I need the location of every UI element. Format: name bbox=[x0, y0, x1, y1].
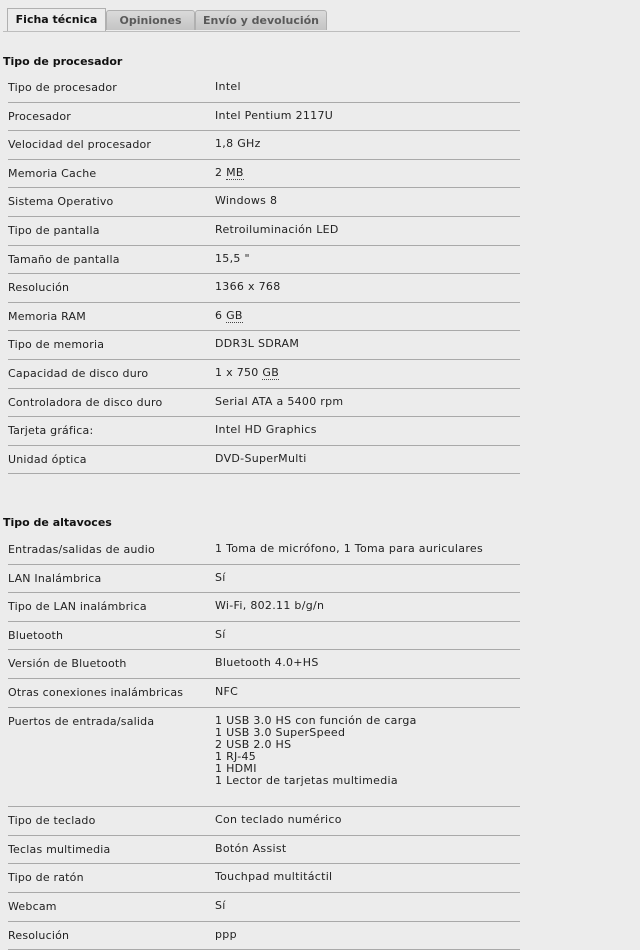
spec-label: Versión de Bluetooth bbox=[8, 657, 127, 671]
spec-value-text: Sí bbox=[215, 570, 226, 584]
spec-label: Tipo de teclado bbox=[8, 814, 96, 828]
spec-row bbox=[8, 217, 520, 246]
spec-row bbox=[8, 565, 520, 594]
spec-label: Tipo de ratón bbox=[8, 871, 84, 885]
spec-label: Controladora de disco duro bbox=[8, 395, 163, 409]
spec-label: Bluetooth bbox=[8, 628, 64, 642]
spec-value-text: Intel bbox=[215, 80, 241, 93]
spec-label: Memoria RAM bbox=[8, 309, 86, 323]
spec-row bbox=[8, 864, 520, 893]
unit-abbreviation: GB bbox=[262, 366, 280, 379]
tab-envio-devolucion[interactable]: Envío y devolución bbox=[195, 10, 327, 30]
spec-value bbox=[215, 138, 520, 150]
section-title: Tipo de procesador bbox=[3, 55, 123, 68]
spec-label: Tipo de LAN inalámbrica bbox=[8, 600, 147, 614]
spec-value-text: Botón Assist bbox=[215, 841, 287, 855]
spec-value-text: Sí bbox=[215, 899, 226, 912]
spec-row bbox=[8, 303, 520, 332]
spec-label: Teclas multimedia bbox=[8, 842, 111, 856]
spec-value-text: Retroiluminación LED bbox=[215, 223, 339, 236]
spec-label: Otras conexiones inalámbricas bbox=[8, 686, 184, 699]
spec-label: Tarjeta gráfica: bbox=[8, 424, 94, 438]
spec-value bbox=[215, 253, 520, 265]
spec-value bbox=[215, 338, 520, 350]
spec-label: Unidad óptica bbox=[8, 452, 87, 466]
spec-row bbox=[8, 893, 520, 922]
spec-row bbox=[8, 246, 520, 275]
spec-label: Memoria Cache bbox=[8, 166, 97, 180]
spec-label: Velocidad del procesador bbox=[8, 138, 152, 152]
spec-value bbox=[215, 424, 520, 436]
spec-row bbox=[8, 807, 520, 836]
spec-value-text: 6 bbox=[215, 308, 223, 322]
spec-value-text: ppp bbox=[215, 927, 237, 941]
spec-value bbox=[215, 81, 520, 93]
spec-row bbox=[8, 103, 520, 132]
spec-value bbox=[215, 572, 520, 584]
spec-value-text: 1366 x 768 bbox=[215, 280, 281, 294]
spec-value bbox=[215, 657, 520, 669]
spec-label: Entradas/salidas de audio bbox=[8, 543, 155, 556]
spec-value-text: DDR3L SDRAM bbox=[215, 337, 300, 351]
spec-value-text: Wi-Fi, 802.11 b/g/n bbox=[215, 599, 325, 613]
spec-value-text: 2 bbox=[215, 165, 223, 179]
spec-value bbox=[215, 686, 520, 698]
spec-value bbox=[215, 814, 520, 826]
spec-label: LAN Inalámbrica bbox=[8, 571, 102, 585]
spec-label: Tipo de memoria bbox=[8, 338, 105, 352]
spec-label: Procesador bbox=[8, 109, 71, 123]
spec-value-text: NFC bbox=[215, 685, 239, 698]
spec-row bbox=[8, 331, 520, 360]
unit-abbreviation: GB bbox=[226, 308, 243, 322]
spec-value-text: 1 Toma de micrófono, 1 Toma para auriculares bbox=[215, 542, 483, 555]
spec-label: Capacidad de disco duro bbox=[8, 367, 149, 380]
spec-label: Tipo de pantalla bbox=[8, 224, 100, 237]
spec-value bbox=[215, 396, 520, 408]
spec-label: Sistema Operativo bbox=[8, 195, 114, 209]
spec-label: Tipo de procesador bbox=[8, 81, 118, 94]
spec-row bbox=[8, 131, 520, 160]
spec-value-text: Con teclado numérico bbox=[215, 813, 342, 827]
spec-row bbox=[8, 417, 520, 446]
spec-value-text: 1 USB 3.0 HS con función de carga 1 USB 3.0 SuperSpeed 2 USB 2.0 HS 1 RJ-45 1 HDMI 1 Lector de tarjetas multimedia bbox=[215, 713, 417, 787]
spec-value-text: Intel HD Graphics bbox=[215, 423, 317, 437]
tab-bar-divider bbox=[3, 31, 520, 32]
spec-value bbox=[215, 543, 520, 555]
spec-row bbox=[8, 922, 520, 950]
spec-row bbox=[8, 360, 520, 389]
spec-value bbox=[215, 310, 520, 322]
spec-row bbox=[8, 708, 520, 808]
spec-value-text: Windows 8 bbox=[215, 194, 278, 208]
spec-value bbox=[215, 281, 520, 293]
spec-value bbox=[215, 900, 520, 912]
spec-row bbox=[8, 274, 520, 303]
spec-label: Tamaño de pantalla bbox=[8, 252, 120, 266]
spec-value-text: Intel Pentium 2117U bbox=[215, 108, 334, 122]
spec-value bbox=[215, 167, 520, 179]
spec-label: Resolución bbox=[8, 928, 70, 942]
spec-value-text: DVD-SuperMulti bbox=[215, 451, 307, 465]
spec-row bbox=[8, 389, 520, 418]
spec-row bbox=[8, 74, 520, 103]
spec-value-text: Sí bbox=[215, 627, 226, 641]
tab-ficha-tecnica[interactable]: Ficha técnica bbox=[7, 8, 106, 32]
spec-value bbox=[215, 600, 520, 612]
section-title: Tipo de altavoces bbox=[3, 516, 112, 529]
spec-value-text: Touchpad multitáctil bbox=[215, 870, 333, 884]
spec-row bbox=[8, 622, 520, 651]
spec-value bbox=[215, 453, 520, 465]
spec-row bbox=[8, 593, 520, 622]
spec-row bbox=[8, 188, 520, 217]
spec-value bbox=[215, 367, 520, 379]
spec-value bbox=[215, 629, 520, 641]
spec-row bbox=[8, 836, 520, 865]
spec-value-text: Serial ATA a 5400 rpm bbox=[215, 394, 344, 408]
spec-value bbox=[215, 871, 520, 883]
spec-label: Puertos de entrada/salida bbox=[8, 714, 155, 728]
spec-value bbox=[215, 195, 520, 207]
spec-row bbox=[8, 679, 520, 708]
spec-row bbox=[8, 160, 520, 189]
spec-value bbox=[215, 843, 520, 855]
spec-value-text: Bluetooth 4.0+HS bbox=[215, 656, 319, 670]
spec-row bbox=[8, 536, 520, 565]
spec-value bbox=[215, 715, 520, 787]
spec-value bbox=[215, 224, 520, 236]
tab-bar bbox=[3, 8, 520, 32]
spec-value-text: 15,5 " bbox=[215, 251, 250, 265]
spec-value-text: 1 x 750 bbox=[215, 366, 259, 379]
spec-value-text: 1,8 GHz bbox=[215, 137, 261, 151]
spec-value bbox=[215, 110, 520, 122]
tab-opiniones[interactable]: Opiniones bbox=[106, 10, 195, 30]
spec-row bbox=[8, 650, 520, 679]
spec-label: Resolución bbox=[8, 281, 70, 295]
spec-row bbox=[8, 446, 520, 475]
spec-value bbox=[215, 929, 520, 941]
unit-abbreviation: MB bbox=[226, 165, 244, 179]
spec-label: Webcam bbox=[8, 900, 57, 913]
